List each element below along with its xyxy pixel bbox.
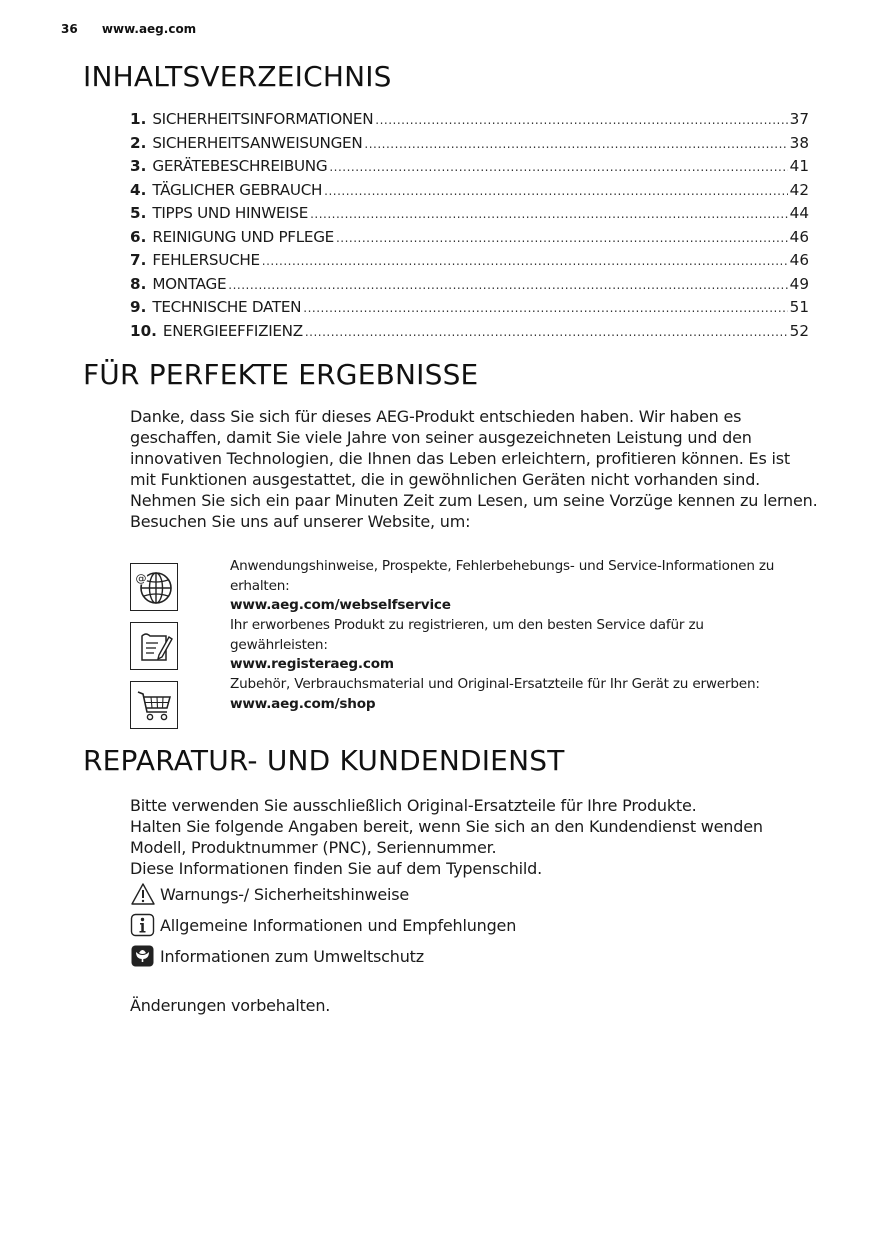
toc-leader-dots: [303, 297, 787, 320]
changes-reserved-note: Änderungen vorbehalten.: [130, 996, 331, 1015]
toc-item[interactable]: [130, 155, 809, 179]
svg-text:@: @: [135, 572, 147, 585]
toc-leader-dots: [228, 274, 787, 297]
toc-item-page: 41: [789, 157, 809, 175]
toc-item[interactable]: [130, 296, 809, 320]
toc-leader-dots: [310, 203, 788, 226]
shopping-cart-icon: [130, 681, 178, 729]
toc-item-number: 5.: [130, 204, 147, 222]
toc-item-title: MONTAGE: [152, 274, 227, 293]
toc-item-title: REINIGUNG UND PFLEGE: [152, 227, 334, 246]
toc-item-number: 3.: [130, 157, 147, 175]
toc-item-number: 4.: [130, 180, 147, 199]
toc-leader-dots: [324, 180, 788, 203]
repair-line-3: Diese Informationen finden Sie auf dem Typenschild.: [130, 859, 542, 878]
legend-text: Informationen zum Umweltschutz: [160, 946, 424, 966]
visit-line: Besuchen Sie uns auf unserer Website, um:: [130, 512, 471, 531]
toc-item[interactable]: [130, 320, 809, 344]
toc-item-number: 6.: [130, 227, 147, 246]
toc-item-number: 7.: [130, 251, 147, 269]
toc-item-title: GERÄTEBESCHREIBUNG: [152, 157, 328, 175]
toc-item-title: SICHERHEITSINFORMATIONEN: [152, 110, 374, 128]
toc-item[interactable]: [130, 108, 809, 132]
toc-item-title: TECHNISCHE DATEN: [152, 298, 302, 316]
register-document-icon: [130, 622, 178, 670]
toc-item-page: 44: [789, 204, 809, 222]
website-link-row: [130, 558, 790, 616]
toc-item[interactable]: [130, 273, 809, 297]
toc-leader-dots: [305, 321, 788, 344]
repair-line-2: Halten Sie folgende Angaben bereit, wenn Sie sich an den Kundendienst wenden Modell, Produktnummer (PNC), Seriennummer.: [130, 817, 763, 857]
legend-text: Warnungs-/ Sicherheitshinweise: [160, 884, 410, 904]
website-link-text: Zubehör, Verbrauchsmaterial und Original-Ersatzteile für Ihr Gerät zu erwerben:: [230, 676, 760, 692]
toc-item-page: 52: [789, 321, 809, 340]
section-title-repair-service: REPARATUR- UND KUNDENDIENST: [83, 744, 565, 777]
toc-item-page: 46: [789, 251, 809, 269]
website-link-text: Anwendungshinweise, Prospekte, Fehlerbehebungs- und Service-Informationen zu erhalten:: [230, 558, 775, 594]
toc-item-title: FEHLERSUCHE: [152, 251, 260, 269]
environment-flower-icon: [130, 944, 156, 968]
repair-service-text: [130, 795, 820, 879]
toc-leader-dots: [336, 227, 788, 250]
website-link-desc: [230, 675, 760, 714]
legend-text: Allgemeine Informationen und Empfehlungen: [160, 915, 517, 935]
legend-warning: [130, 882, 409, 906]
toc-item[interactable]: [130, 179, 809, 203]
toc-item-page: 37: [789, 110, 809, 128]
toc-item-title: TIPPS UND HINWEISE: [152, 204, 309, 222]
warning-triangle-icon: [130, 882, 156, 906]
toc-leader-dots: [375, 109, 787, 132]
toc-item-number: 9.: [130, 298, 147, 316]
website-link-text: Ihr erworbenes Produkt zu registrieren, um den besten Service dafür zu gewährleisten:: [230, 617, 704, 653]
toc-item[interactable]: [130, 132, 809, 156]
webselfservice-link[interactable]: www.aeg.com/webselfservice: [230, 597, 451, 613]
toc-leader-dots: [329, 156, 787, 179]
header-url[interactable]: www.aeg.com: [101, 22, 197, 36]
toc-item-title: ENERGIEEFFIZIENZ: [162, 321, 303, 340]
toc-leader-dots: [364, 133, 787, 156]
toc-item-number: 2.: [130, 133, 147, 152]
toc-item-page: 49: [789, 274, 809, 293]
register-link[interactable]: www.registeraeg.com: [230, 656, 394, 672]
legend-environment: [130, 944, 424, 968]
page-header: [61, 22, 196, 36]
toc-item-page: 51: [789, 298, 809, 316]
web-globe-icon: [130, 563, 178, 611]
website-link-desc: [230, 557, 790, 616]
toc-item-number: 10.: [130, 321, 157, 340]
info-icon: [130, 913, 156, 937]
toc-leader-dots: [262, 250, 788, 273]
page-number: 36: [61, 22, 78, 36]
toc-item-page: 46: [789, 227, 809, 246]
repair-line-1: Bitte verwenden Sie ausschließlich Original-Ersatzteile für Ihre Produkte.: [130, 796, 697, 815]
toc-item-number: 1.: [130, 110, 147, 128]
toc-item-page: 38: [789, 133, 809, 152]
table-of-contents: [130, 108, 809, 343]
toc-item[interactable]: [130, 249, 809, 273]
website-link-row: [130, 676, 790, 729]
perfect-results-text: [130, 406, 820, 532]
section-title-perfect-results: FÜR PERFEKTE ERGEBNISSE: [83, 358, 479, 391]
website-link-desc: [230, 616, 790, 675]
legend-info: [130, 913, 516, 937]
toc-item-number: 8.: [130, 274, 147, 293]
shop-link[interactable]: www.aeg.com/shop: [230, 695, 376, 712]
toc-item[interactable]: [130, 226, 809, 250]
toc-item-page: 42: [789, 180, 809, 199]
toc-item[interactable]: [130, 202, 809, 226]
toc-title: INHALTSVERZEICHNIS: [83, 60, 392, 93]
toc-item-title: SICHERHEITSANWEISUNGEN: [152, 133, 363, 152]
intro-paragraph: Danke, dass Sie sich für dieses AEG-Produkt entschieden haben. Wir haben es geschaffen, damit Sie viele Jahre von seiner ausgezeichneten Leistung und den innovativen Technologien, die Ihnen das Leben erleichtern, profitieren können. Es ist mit Funktionen ausgestattet, die in gewöhnlichen Geräten nicht vorhanden sind. Nehmen Sie sich ein paar Minuten Zeit zum Lesen, um seine Vorzüge kennen zu lernen.: [130, 407, 818, 510]
website-link-row: [130, 617, 790, 675]
toc-item-title: TÄGLICHER GEBRAUCH: [152, 180, 323, 199]
